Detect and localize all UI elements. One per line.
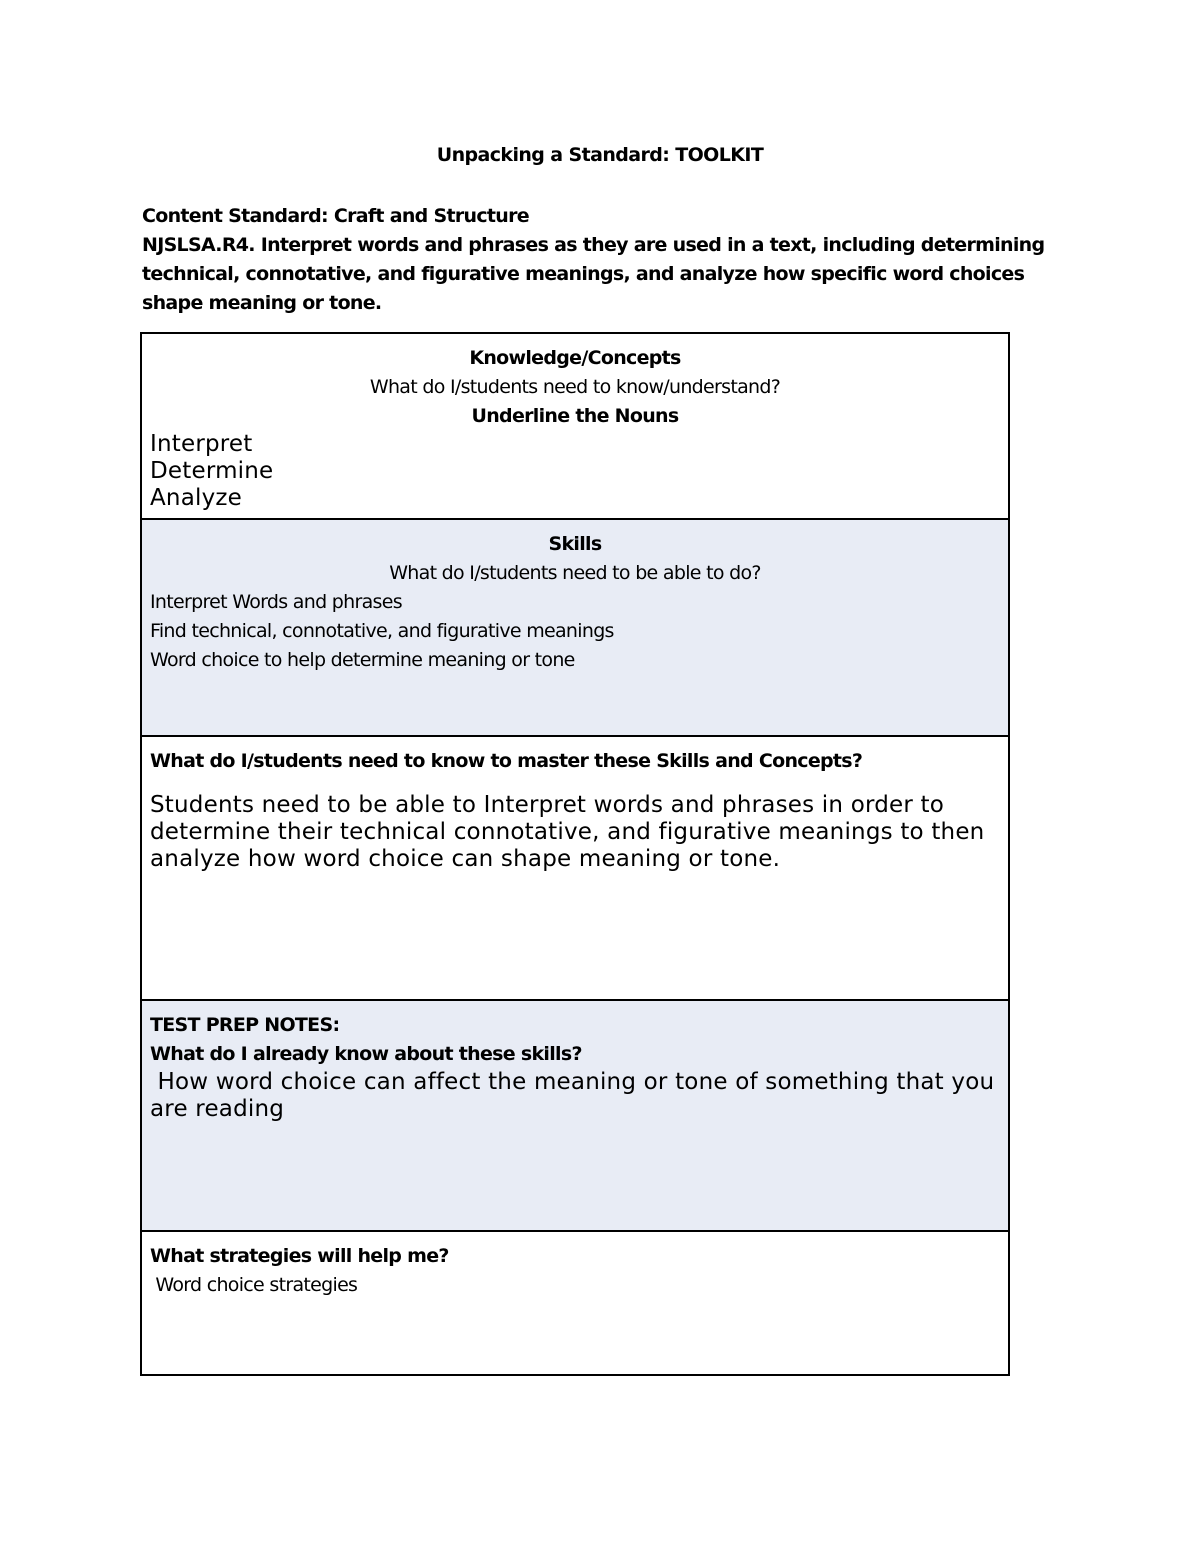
skills-answer-item: Interpret Words and phrases <box>150 591 402 613</box>
mastery-answer: Students need to be able to Interpret words and phrases in order to determine their technical connotative, and figurative meanings to then analyze how word choice can shape meaning or tone. <box>150 792 985 872</box>
knowledge-concepts-section <box>142 334 1008 520</box>
test-prep-section <box>142 1001 1008 1232</box>
skills-answer-item: Word choice to help determine meaning or tone <box>150 649 575 671</box>
knowledge-answer-item: Interpret <box>150 431 253 457</box>
skills-answer-item: Find technical, connotative, and figurative meanings <box>150 620 614 642</box>
test-prep-answer: How word choice can affect the meaning or tone of something that you are reading <box>150 1069 1002 1122</box>
strategies-section <box>142 1232 1008 1374</box>
skills-section <box>142 520 1008 737</box>
standard-heading: Content Standard: Craft and Structure <box>142 205 529 227</box>
skills-heading: Skills <box>548 533 602 555</box>
strategies-answer: Word choice strategies <box>150 1274 358 1296</box>
knowledge-answer-item: Determine <box>150 458 274 484</box>
toolkit-table <box>140 332 1010 1376</box>
mastery-question: What do I/students need to know to master these Skills and Concepts? <box>150 750 863 772</box>
knowledge-instruction: Underline the Nouns <box>471 405 679 427</box>
strategies-question: What strategies will help me? <box>150 1245 449 1267</box>
knowledge-question: What do I/students need to know/understand? <box>369 376 781 398</box>
test-prep-question: What do I already know about these skills? <box>150 1043 582 1065</box>
content-standard <box>142 202 1072 318</box>
document-title: Unpacking a Standard: TOOLKIT <box>436 144 764 166</box>
knowledge-answer-item: Analyze <box>150 485 243 511</box>
test-prep-heading: TEST PREP NOTES: <box>150 1014 340 1036</box>
mastery-section <box>142 737 1008 1001</box>
standard-text: NJSLSA.R4. Interpret words and phrases as they are used in a text, including determining technical, connotative, and figurative meanings, and analyze how specific word choices shape meaning or tone. <box>142 234 1045 314</box>
skills-question: What do I/students need to be able to do? <box>389 562 761 584</box>
knowledge-heading: Knowledge/Concepts <box>469 347 681 369</box>
